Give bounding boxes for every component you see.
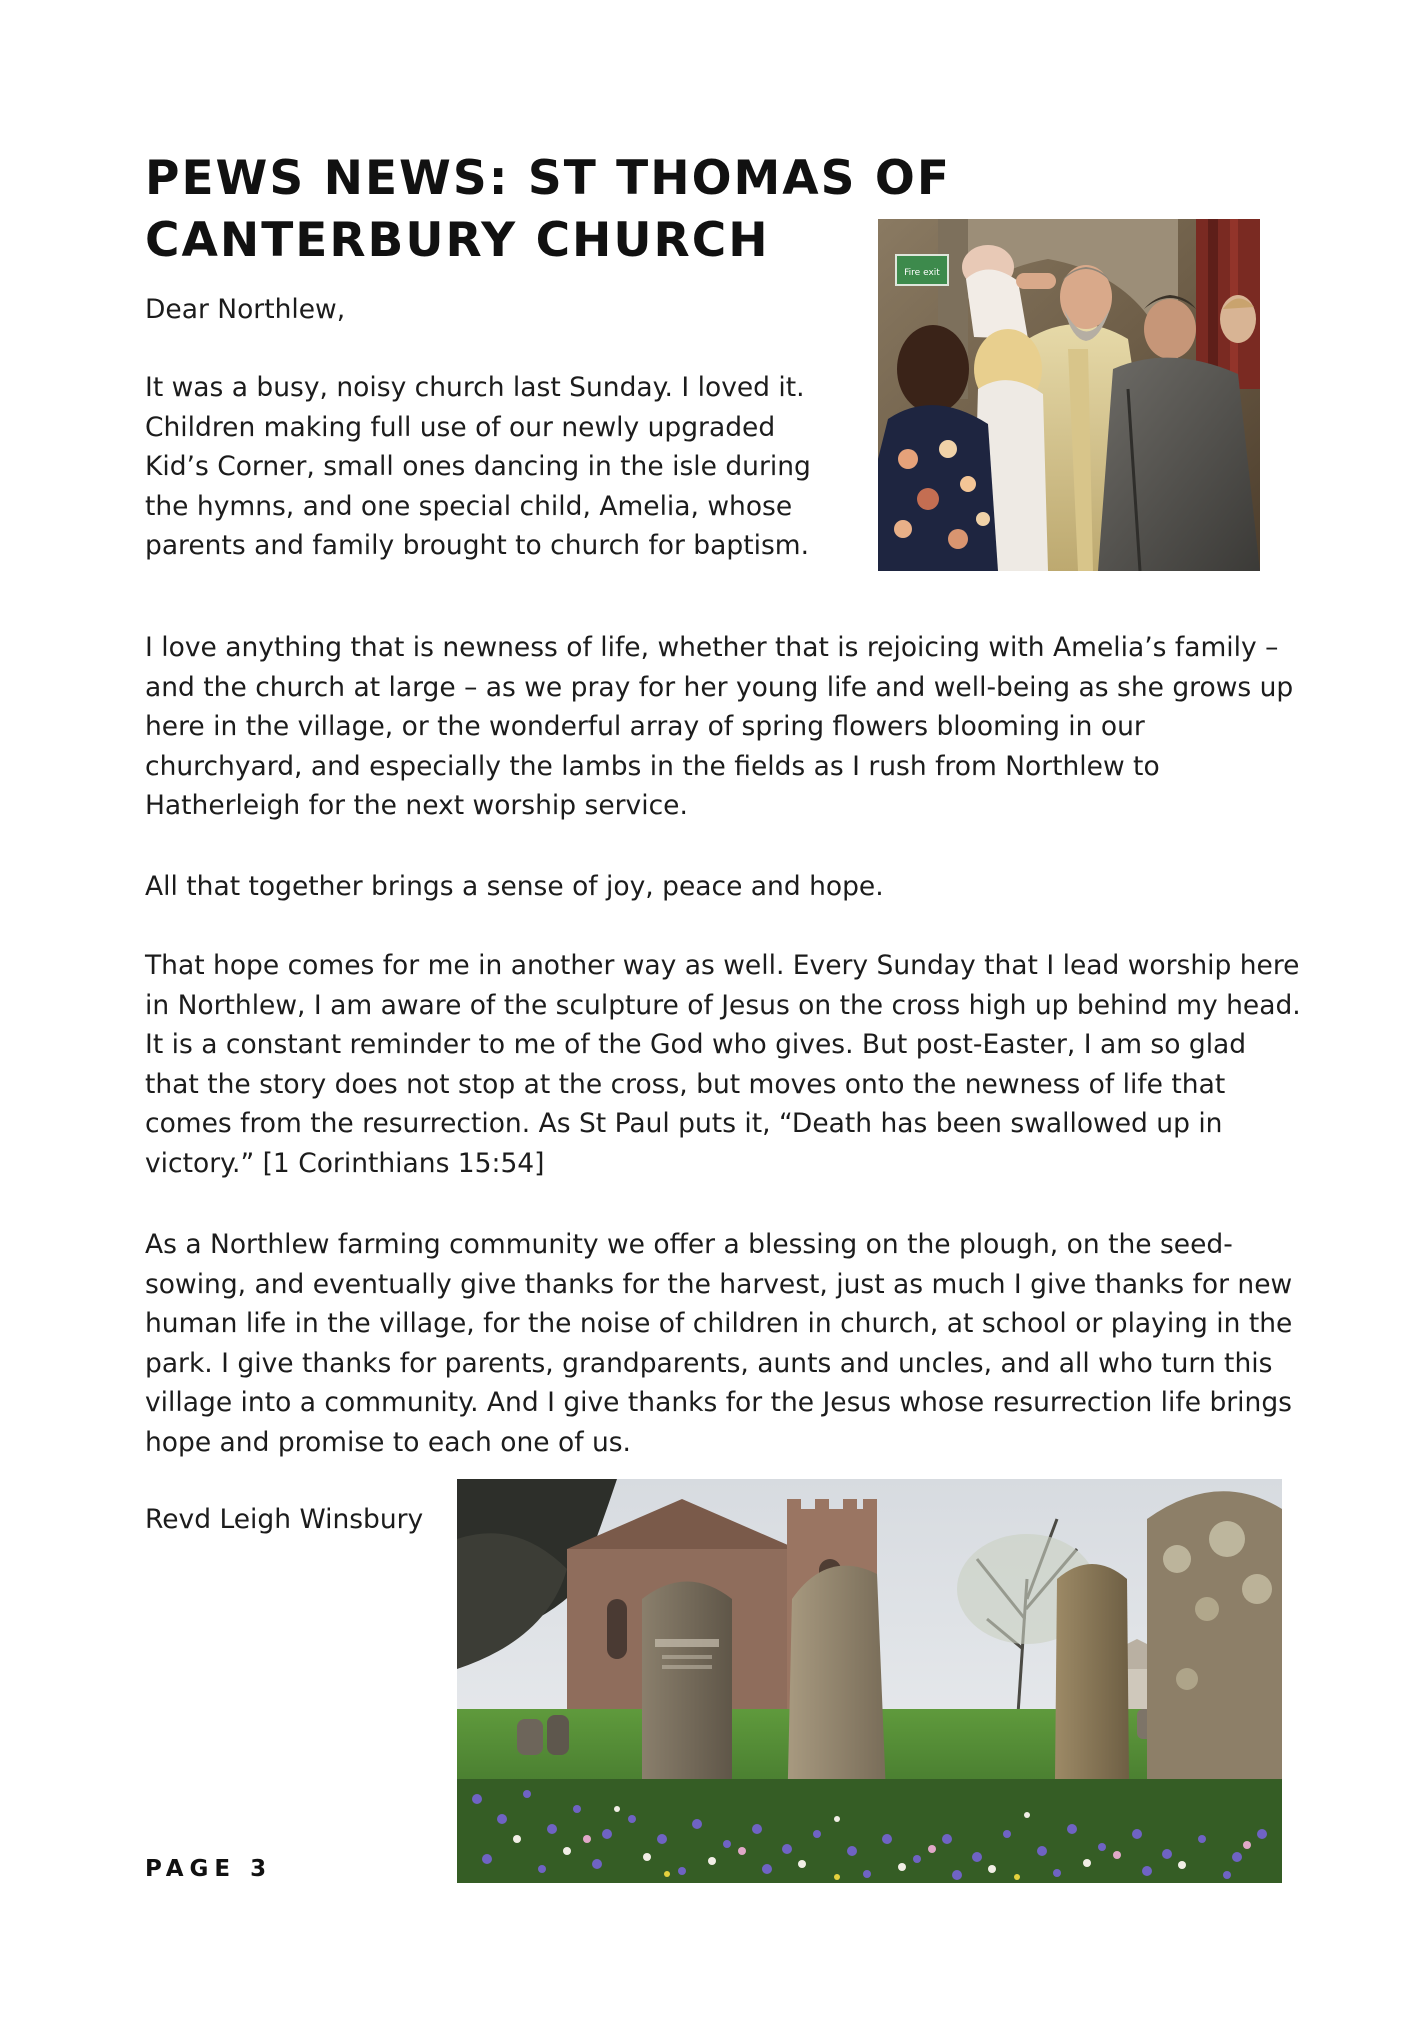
signature: Revd Leigh Winsbury bbox=[145, 1504, 424, 1535]
paragraph-2: I love anything that is newness of life, whether that is rejoicing with Amelia’s family – and the church at large – as we pray for her young life and well-being as she grows up here in the village, or the wonderful array of spring flowers blooming in our churchyard, and especially the lambs in the fields as I rush from Northlew to Hatherleigh for the next worship service. bbox=[145, 632, 1294, 822]
paragraph-5: As a Northlew farming community we offer a blessing on the plough, on the seed-sowing, and eventually give thanks for the harvest, just as much I give thanks for new human life in the village, for the noise of children in church, at school or playing in the park. I give thanks for parents, grandparents, aunts and uncles, and all who turn this village into a community. And I give thanks for the Jesus whose resurrection life brings hope and promise to each one of us. bbox=[145, 1229, 1293, 1458]
article-title: PEWS NEWS: ST THOMAS OF CANTERBURY CHURCH bbox=[145, 151, 951, 268]
paragraph-1: It was a busy, noisy church last Sunday. I loved it. Children making full use of our newly upgraded Kid’s Corner, small ones dancing in the isle during the hymns, and one special child, Amelia, whose parents and family brought to church for baptism. bbox=[145, 372, 811, 562]
salutation: Dear Northlew, bbox=[145, 294, 346, 325]
fire-exit-sign-text: Fire exit bbox=[904, 268, 940, 278]
paragraph-4: That hope comes for me in another way as well. Every Sunday that I lead worship here in Northlew, I am aware of the sculpture of Jesus on the cross high up behind my head. It is a constant reminder to me of the God who gives. But post-Easter, I am so glad that the story does not stop at the cross, but moves onto the newness of life that comes from the resurrection. As St Paul puts it, “Death has been swallowed up in victory.” [1 Corinthians 15:54] bbox=[145, 950, 1301, 1179]
paragraph-3: All that together brings a sense of joy, peace and hope. bbox=[145, 871, 884, 902]
baptism-photo bbox=[878, 219, 1260, 571]
page-number: PAGE 3 bbox=[145, 1856, 273, 1882]
churchyard-photo bbox=[457, 1479, 1282, 1883]
fire-exit-sign-icon bbox=[896, 255, 948, 285]
